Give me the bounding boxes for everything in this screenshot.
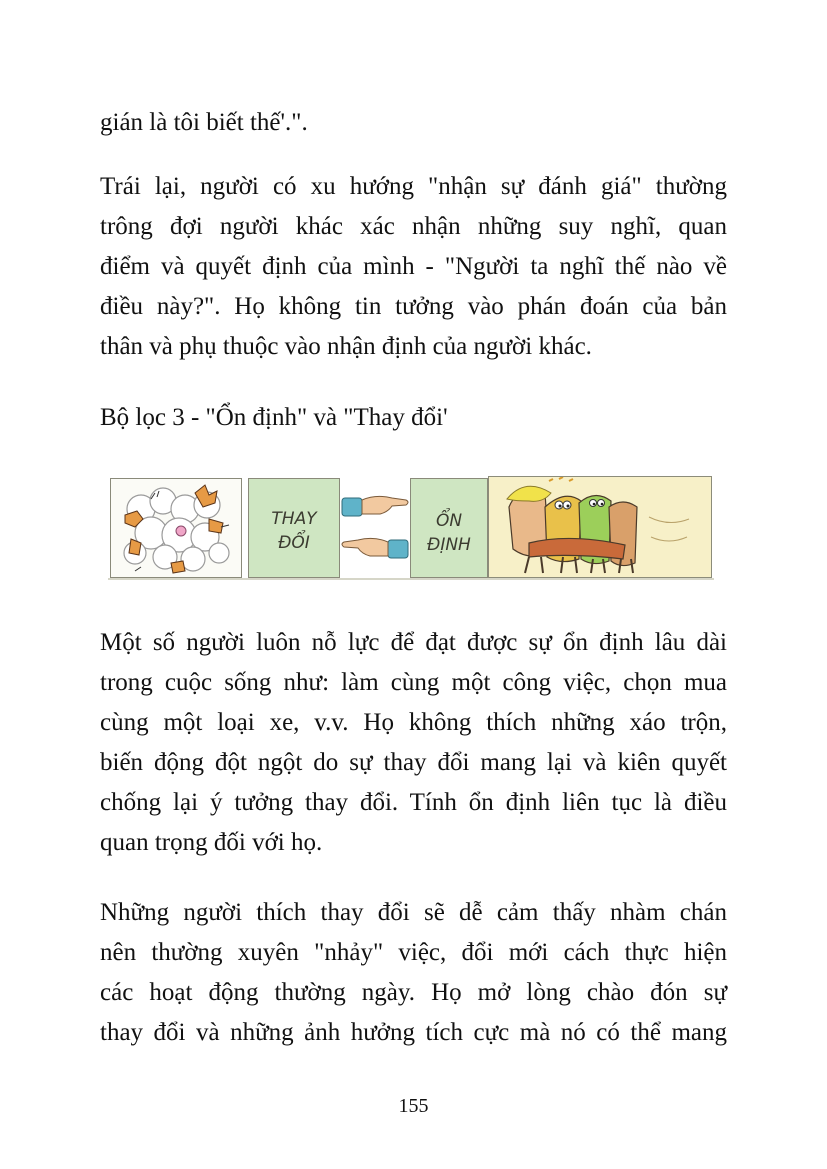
paragraph-2-line-2: trông đợi người khác xác nhận những suy nghĩ, quan	[100, 213, 727, 240]
paragraph-4-line-2: nên thường xuyên "nhảy" việc, đổi mới cách thực hiện	[100, 939, 727, 966]
paragraph-3-line-1: Một số người luôn nỗ lực để đạt được sự ổn định lâu dài	[100, 629, 727, 656]
paragraph-3-line-6: quan trọng đối với họ.	[100, 829, 323, 856]
illustration-baseline	[108, 578, 714, 580]
paragraph-3-line-3: cùng một loại xe, v.v. Họ không thích những xáo trộn,	[100, 709, 727, 736]
pointing-hands-icon	[340, 478, 410, 578]
change-panel	[248, 478, 340, 578]
stable-label-line-1: ỔN	[435, 511, 463, 531]
illustration	[108, 474, 714, 580]
paragraph-4-line-4: thay đổi và những ảnh hưởng tích cực mà nó có thể mang	[100, 1019, 727, 1046]
page-number: 155	[398, 1095, 429, 1117]
paragraph-4-line-3: các hoạt động thường ngày. Họ mở lòng chào đón sự	[100, 979, 727, 1006]
change-label-line-2: ĐỔI	[278, 533, 310, 553]
paragraph-3-line-2: trong cuộc sống như: làm cùng một công việc, chọn mua	[100, 669, 727, 696]
paragraph-4-line-1: Những người thích thay đổi sẽ dễ cảm thấy nhàm chán	[100, 899, 727, 926]
change-label-line-1: THAY	[271, 509, 317, 529]
dust-cloud-image	[111, 479, 241, 577]
paragraph-3-line-5: chống lại ý tưởng thay đổi. Tính ổn định liên tục là điều	[100, 789, 727, 816]
people-cartoon-image	[489, 477, 711, 577]
section-heading: Bộ lọc 3 - "Ổn định" và "Thay đổi'	[100, 404, 448, 431]
chaos-panel	[110, 478, 242, 578]
people-panel	[488, 476, 712, 578]
stable-label-line-2: ĐỊNH	[427, 535, 471, 555]
paragraph-1-line-1: gián là tôi biết thế'.".	[100, 109, 308, 136]
paragraph-2-line-3: điểm và quyết định của mình - "Người ta nghĩ thế nào về	[100, 253, 727, 280]
paragraph-2-line-4: điều này?". Họ không tin tưởng vào phán đoán của bản	[100, 293, 727, 320]
paragraph-2-line-5: thân và phụ thuộc vào nhận định của người khác.	[100, 333, 592, 360]
paragraph-2-line-1: Trái lại, người có xu hướng "nhận sự đánh giá" thường	[100, 173, 727, 200]
stable-panel	[410, 478, 488, 578]
paragraph-3-line-4: biến động đột ngột do sự thay đổi mang lại và kiên quyết	[100, 749, 727, 776]
